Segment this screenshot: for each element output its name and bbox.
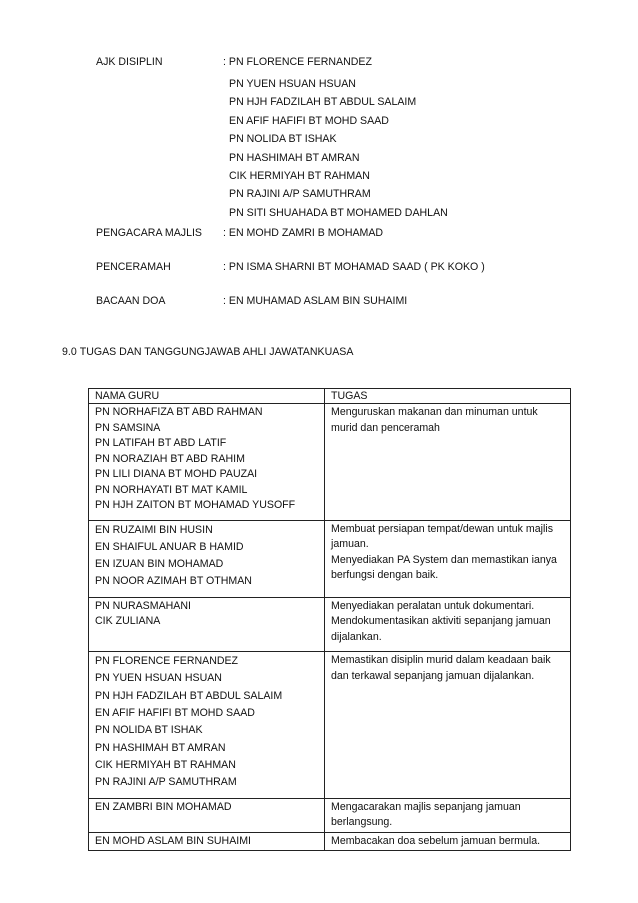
teacher-name: PN NOOR AZIMAH BT OTHMAN <box>95 575 252 588</box>
table-row <box>89 404 571 521</box>
names-cell <box>89 597 325 652</box>
teacher-name: PN FLORENCE FERNANDEZ <box>95 655 239 668</box>
penceramah-label: PENCERAMAH <box>96 261 171 273</box>
bacaan-doa-label: BACAAN DOA <box>96 295 166 307</box>
teacher-name: PN RAJINI A/P SAMUTHRAM <box>95 776 237 789</box>
table-row <box>89 520 571 597</box>
duty-text: Membacakan doa sebelum jamuan bermula. <box>331 834 541 847</box>
duties-cell <box>325 832 571 851</box>
teacher-name: PN LILI DIANA BT MOHD PAUZAI <box>95 468 258 480</box>
table-row <box>89 798 571 832</box>
teacher-name: CIK HERMIYAH BT RAHMAN <box>95 758 236 771</box>
teacher-name: PN NORAZIAH BT ABD RAHIM <box>95 452 245 465</box>
teacher-name: CIK ZULIANA <box>95 615 161 628</box>
pengacara-value: : EN MOHD ZAMRI B MOHAMAD <box>223 227 384 239</box>
teacher-name: PN SAMSINA <box>95 421 161 434</box>
member-name: PN HJH FADZILAH BT ABDUL SALAIM <box>229 96 417 109</box>
duty-text: Mengacarakan majlis sepanjang jamuan berlangsung. <box>331 800 521 829</box>
penceramah-value: : PN ISMA SHARNI BT MOHAMAD SAAD ( PK KOKO ) <box>223 261 485 273</box>
names-cell <box>89 832 325 851</box>
duties-cell <box>325 404 571 521</box>
duty-text: Menguruskan makanan dan minuman untuk murid dan penceramah <box>331 406 538 434</box>
header-tugas: TUGAS <box>325 389 571 404</box>
section-title: TUGAS DAN TANGGUNGJAWAB AHLI JAWATANKUASA <box>79 346 354 358</box>
teacher-name: PN LATIFAH BT ABD LATIF <box>95 437 227 449</box>
duties-table <box>88 388 571 851</box>
member-name: PN NOLIDA BT ISHAK <box>229 133 337 146</box>
member-name: PN YUEN HSUAN HSUAN <box>229 78 356 90</box>
member-name: PN RAJINI A/P SAMUTHRAM <box>229 188 371 201</box>
duties-cell <box>325 798 571 832</box>
duty-text: Memastikan disiplin murid dalam keadaan baik dan terkawal sepanjang jamuan dijalankan. <box>331 654 551 682</box>
duty-text: Menyediakan peralatan untuk dokumentari. <box>331 599 535 612</box>
names-cell <box>89 652 325 798</box>
teacher-name: PN HASHIMAH BT AMRAN <box>95 741 226 754</box>
duty-text: Membuat persiapan tempat/dewan untuk majlis jamuan. <box>331 522 553 550</box>
pengacara-label: PENGACARA MAJLIS <box>96 227 202 239</box>
penceramah-row <box>96 261 616 273</box>
ajk-disiplin-label: AJK DISIPLIN <box>96 56 163 68</box>
names-cell <box>89 404 325 521</box>
ajk-disiplin-row <box>96 56 616 68</box>
member-name: CIK HERMIYAH BT RAHMAN <box>229 169 370 182</box>
table-row <box>89 832 571 851</box>
teacher-name: PN NURASMAHANI <box>95 599 191 612</box>
duties-cell <box>325 597 571 652</box>
pengacara-row <box>96 227 616 239</box>
duties-cell <box>325 652 571 798</box>
teacher-name: PN YUEN HSUAN HSUAN <box>95 672 222 685</box>
member-name: PN HASHIMAH BT AMRAN <box>229 151 360 164</box>
teacher-name: PN HJH ZAITON BT MOHAMAD YUSOFF <box>95 499 296 511</box>
teacher-name: EN MOHD ASLAM BIN SUHAIMI <box>95 834 251 847</box>
table-row <box>89 597 571 652</box>
names-cell <box>89 798 325 832</box>
teacher-name: PN NORHAYATI BT MAT KAMIL <box>95 483 248 496</box>
teacher-name: EN RUZAIMI BIN HUSIN <box>95 523 213 536</box>
member-name: EN AFIF HAFIFI BT MOHD SAAD <box>229 114 389 127</box>
duties-cell <box>325 520 571 597</box>
table-header-row <box>89 389 571 404</box>
teacher-name: PN NORHAFIZA BT ABD RAHMAN <box>95 406 263 418</box>
duty-text: Mendokumentasikan aktiviti sepanjang jamuan dijalankan. <box>331 615 551 643</box>
ajk-disiplin-members <box>229 75 448 222</box>
table-row <box>89 652 571 798</box>
member-name: PN SITI SHUAHADA BT MOHAMED DAHLAN <box>229 206 448 219</box>
bacaan-doa-value: : EN MUHAMAD ASLAM BIN SUHAIMI <box>223 295 408 307</box>
teacher-name: PN HJH FADZILAH BT ABDUL SALAIM <box>95 689 283 702</box>
teacher-name: EN AFIF HAFIFI BT MOHD SAAD <box>95 707 255 720</box>
bacaan-doa-row <box>96 295 616 307</box>
duty-text: Menyediakan PA System dan memastikan ianya berfungsi dengan baik. <box>331 553 557 581</box>
section-heading <box>62 346 353 358</box>
teacher-name: EN ZAMBRI BIN MOHAMAD <box>95 800 232 813</box>
header-nama-guru: NAMA GURU <box>89 389 325 404</box>
teacher-name: EN IZUAN BIN MOHAMAD <box>95 558 224 571</box>
teacher-name: PN NOLIDA BT ISHAK <box>95 724 203 737</box>
names-cell <box>89 520 325 597</box>
ajk-disiplin-first-name: : PN FLORENCE FERNANDEZ <box>223 56 372 68</box>
teacher-name: EN SHAIFUL ANUAR B HAMID <box>95 540 244 553</box>
section-number: 9.0 <box>62 346 77 358</box>
